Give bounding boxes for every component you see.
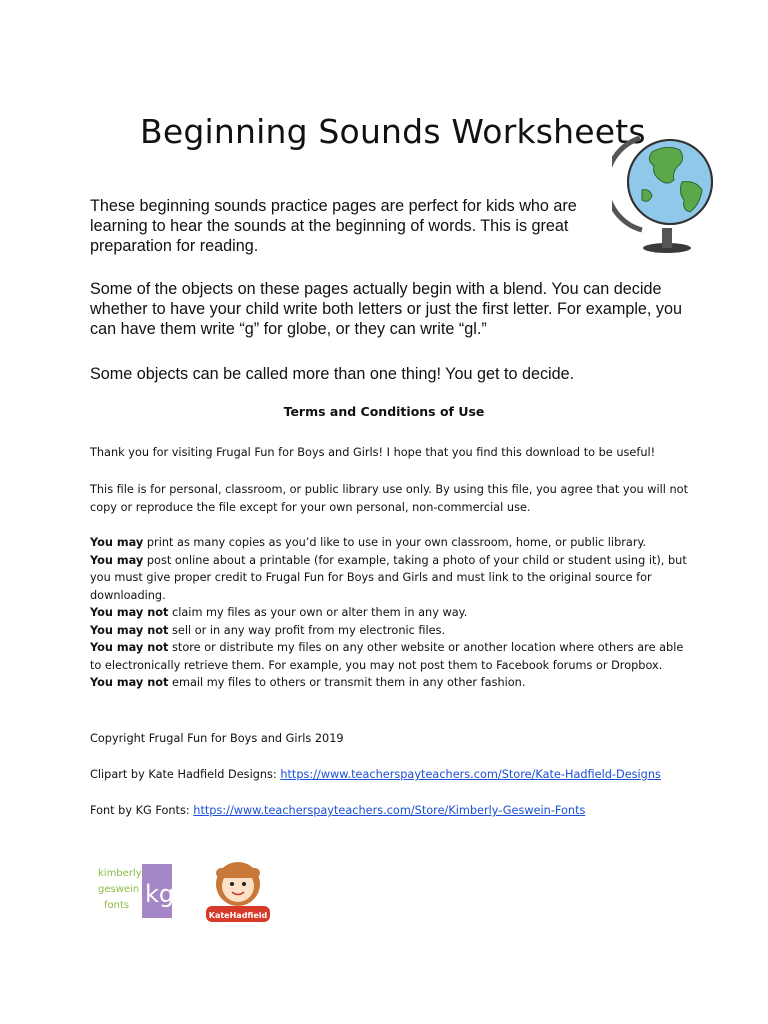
- page-title: Beginning Sounds Worksheets: [140, 112, 646, 151]
- kg-logo-text-2: geswein: [98, 884, 140, 895]
- rule-text: print as many copies as you’d like to use in your own classroom, home, or public library.: [143, 536, 647, 549]
- rule-item: [90, 534, 690, 552]
- kg-logo-text-3: fonts: [104, 900, 130, 911]
- rule-lead: You may not: [90, 641, 169, 654]
- rule-lead: You may not: [90, 606, 169, 619]
- rule-text: store or distribute my files on any other website or another location where others are able to electronically retrieve them. For example, you may not post them to Facebook forums or Dropbox.: [90, 641, 684, 672]
- usage-rules: [90, 534, 690, 692]
- thanks-text: Thank you for visiting Frugal Fun for Boys and Girls! I hope that you find this download to be useful!: [90, 446, 656, 459]
- kg-logo-text-1: kimberly: [98, 868, 142, 879]
- font-credit: [90, 802, 690, 820]
- rule-text: post online about a printable (for example, taking a photo of your child or student using it), but you must give proper credit to Frugal Fun for Boys and Girls and must link to the original source for downloading.: [90, 553, 687, 602]
- kate-hadfield-logo: [202, 856, 274, 928]
- personal-use-text: This file is for personal, classroom, or public library use only. By using this file, you agree that you will not copy or reproduce the file except for your own personal, non-commercial use.: [90, 483, 689, 514]
- clipart-label: Clipart by Kate Hadfield Designs:: [90, 768, 281, 781]
- kg-logo-mark: kg: [145, 880, 175, 908]
- rule-lead: You may not: [90, 676, 169, 689]
- terms-heading: Terms and Conditions of Use: [283, 404, 485, 419]
- rule-text: email my files to others or transmit them in any other fashion.: [168, 676, 526, 689]
- rule-text: sell or in any way profit from my electronic files.: [168, 623, 446, 637]
- rule-lead: You may: [90, 536, 144, 549]
- rule-item: [90, 674, 690, 692]
- intro-paragraph-2: Some of the objects on these pages actually begin with a blend. You can decide whether to have your child write both letters or just the first letter. For example, you can have them write “g” for globe, or they can write “gl.”: [90, 280, 683, 338]
- rule-item: [90, 604, 690, 622]
- rule-lead: You may not: [90, 623, 169, 637]
- rule-text: claim my files as your own or alter them in any way.: [168, 606, 468, 619]
- clipart-credit: [90, 766, 690, 784]
- intro-paragraph-1: These beginning sounds practice pages are perfect for kids who are learning to hear the sounds at the beginning of words. This is great preparation for reading.: [90, 197, 577, 255]
- rule-item: [90, 639, 690, 674]
- intro-paragraph-3: Some objects can be called more than one thing! You get to decide.: [90, 365, 575, 383]
- clipart-link[interactable]: https://www.teacherspayteachers.com/Store/Kate-Hadfield-Designs: [280, 768, 661, 781]
- copyright-text: Copyright Frugal Fun for Boys and Girls 2019: [90, 732, 344, 745]
- kg-fonts-logo: [96, 862, 176, 922]
- font-label: Font by KG Fonts:: [90, 804, 194, 817]
- font-link[interactable]: https://www.teacherspayteachers.com/Store/Kimberly-Geswein-Fonts: [193, 804, 586, 817]
- rule-item: [90, 622, 690, 640]
- kh-logo-text: KateHadfield: [208, 911, 268, 920]
- rule-item: [90, 552, 690, 605]
- rule-lead: You may: [90, 553, 144, 567]
- globe-icon: [612, 120, 722, 255]
